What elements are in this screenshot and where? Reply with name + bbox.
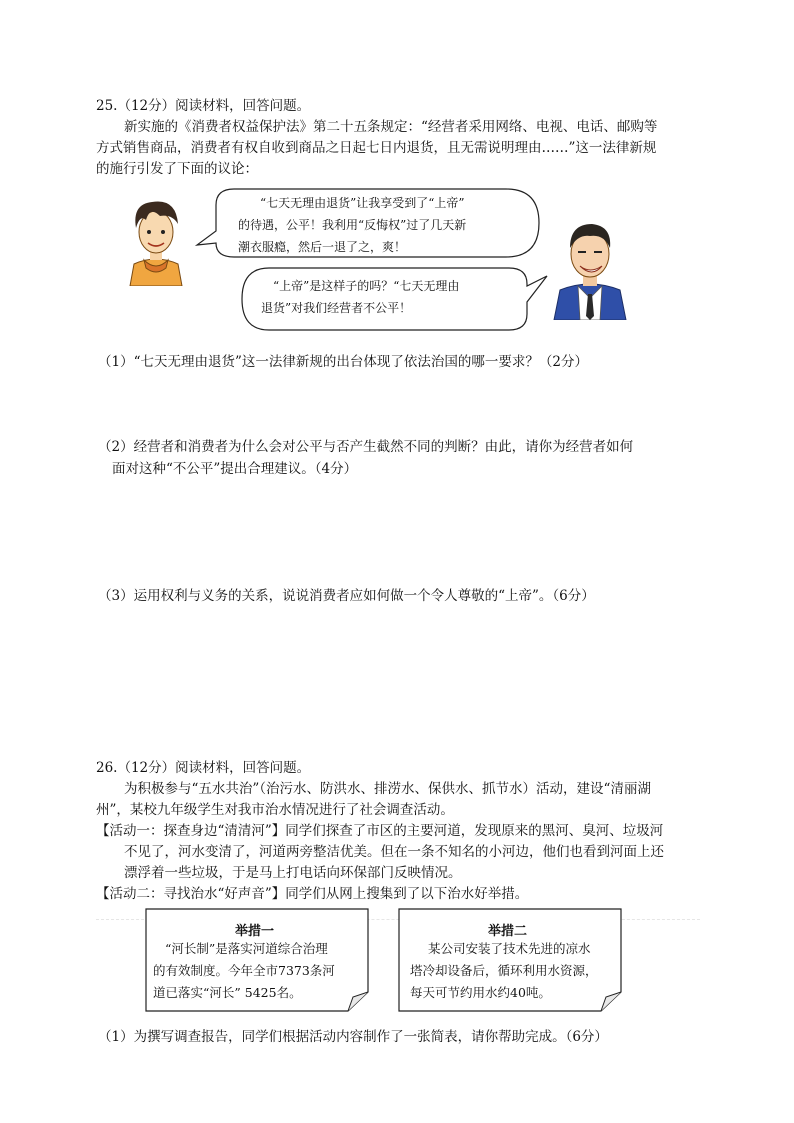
measure-one-title: 举措一 [235, 924, 275, 939]
q25-material-line-3: 的施行引发了下面的议论： [96, 161, 258, 177]
q25-subquestion-2-line-1: （2）经营者和消费者为什么会对公平与否产生截然不同的判断？由此，请你为经营者如何 [98, 439, 634, 455]
q25-subquestion-1: （1）“七天无理由退货”这一法律新规的出台体现了依法治国的哪一要求？（2分） [98, 354, 588, 370]
businessman-illustration [548, 212, 632, 320]
q25-subquestion-2-line-2: 面对这种“不公平”提出合理建议。（4分） [112, 461, 358, 477]
q26-activity1-line-1: 【活动一：探查身边“清清河”】同学们探查了市区的主要河道，发现原来的黑河、臭河、垃圾河 [96, 823, 664, 839]
businessman-speech-bubble [239, 264, 551, 334]
q25-header: 25.（12分）阅读材料，回答问题。 [96, 98, 311, 114]
bubble2-line-2: 退货”对我们经营者不公平！ [261, 301, 412, 315]
measure-two-card [398, 908, 623, 1012]
q26-subquestion-1: （1）为撰写调查报告，同学们根据活动内容制作了一张简表，请你帮助完成。（6分） [98, 1029, 608, 1045]
consumer-speech-bubble [194, 183, 544, 263]
young-man-illustration [116, 194, 196, 286]
measure-two-title: 举措二 [488, 924, 528, 939]
measure-two-line-2: 塔冷却设备后，循环利用水资源， [410, 963, 598, 978]
q26-activity1-line-2: 不见了，河水变清了，河道两旁整洁优美。但在一条不知名的小河边，他们也看到河面上还 [124, 844, 664, 860]
q26-activity2: 【活动二：寻找治水“好声音”】同学们从网上搜集到了以下治水好举措。 [96, 886, 529, 902]
bubble1-line-2: 的待遇，公平！我利用“反悔权”过了几天新 [238, 218, 467, 232]
measure-one-line-3: 道已落实“河长” 5425名。 [153, 985, 302, 1000]
measure-two-line-1: 某公司安装了技术先进的凉水 [428, 941, 591, 956]
bubble2-line-1: “上帝”是这样子的吗？“七天无理由 [273, 279, 460, 293]
bubble1-line-3: 潮衣服瘾，然后一退了之，爽！ [238, 240, 407, 254]
measure-one-card [145, 908, 370, 1012]
q25-material-line-2: 方式销售商品，消费者有权自收到商品之日起七日内退货，且无需说明理由……”这一法律新规 [96, 140, 657, 156]
q26-intro-line-1: 为积极参与“五水共治”（治污水、防洪水、排涝水、保供水、抓节水）活动，建设“清丽湖 [124, 781, 651, 797]
bubble1-line-1: “七天无理由退货”让我享受到了“上帝” [260, 196, 465, 210]
measure-one-line-2: 的有效制度。今年全市7373条河 [153, 963, 335, 978]
q26-intro-line-2: 州”，某校九年级学生对我市治水情况进行了社会调查活动。 [96, 802, 454, 818]
measure-two-line-3: 每天可节约用水约40吨。 [410, 985, 551, 1000]
q26-activity1-line-3: 漂浮着一些垃圾，于是马上打电话向环保部门反映情况。 [124, 865, 462, 881]
q25-subquestion-3: （3）运用权利与义务的关系，说说消费者应如何做一个令人尊敬的“上帝”。（6分） [98, 588, 595, 604]
measure-one-line-1: “河长制”是落实河道综合治理 [165, 941, 328, 956]
q26-header: 26.（12分）阅读材料，回答问题。 [96, 760, 311, 776]
q25-material-line-1: 新实施的《消费者权益保护法》第二十五条规定：“经营者采用网络、电视、电话、邮购等 [124, 119, 658, 135]
